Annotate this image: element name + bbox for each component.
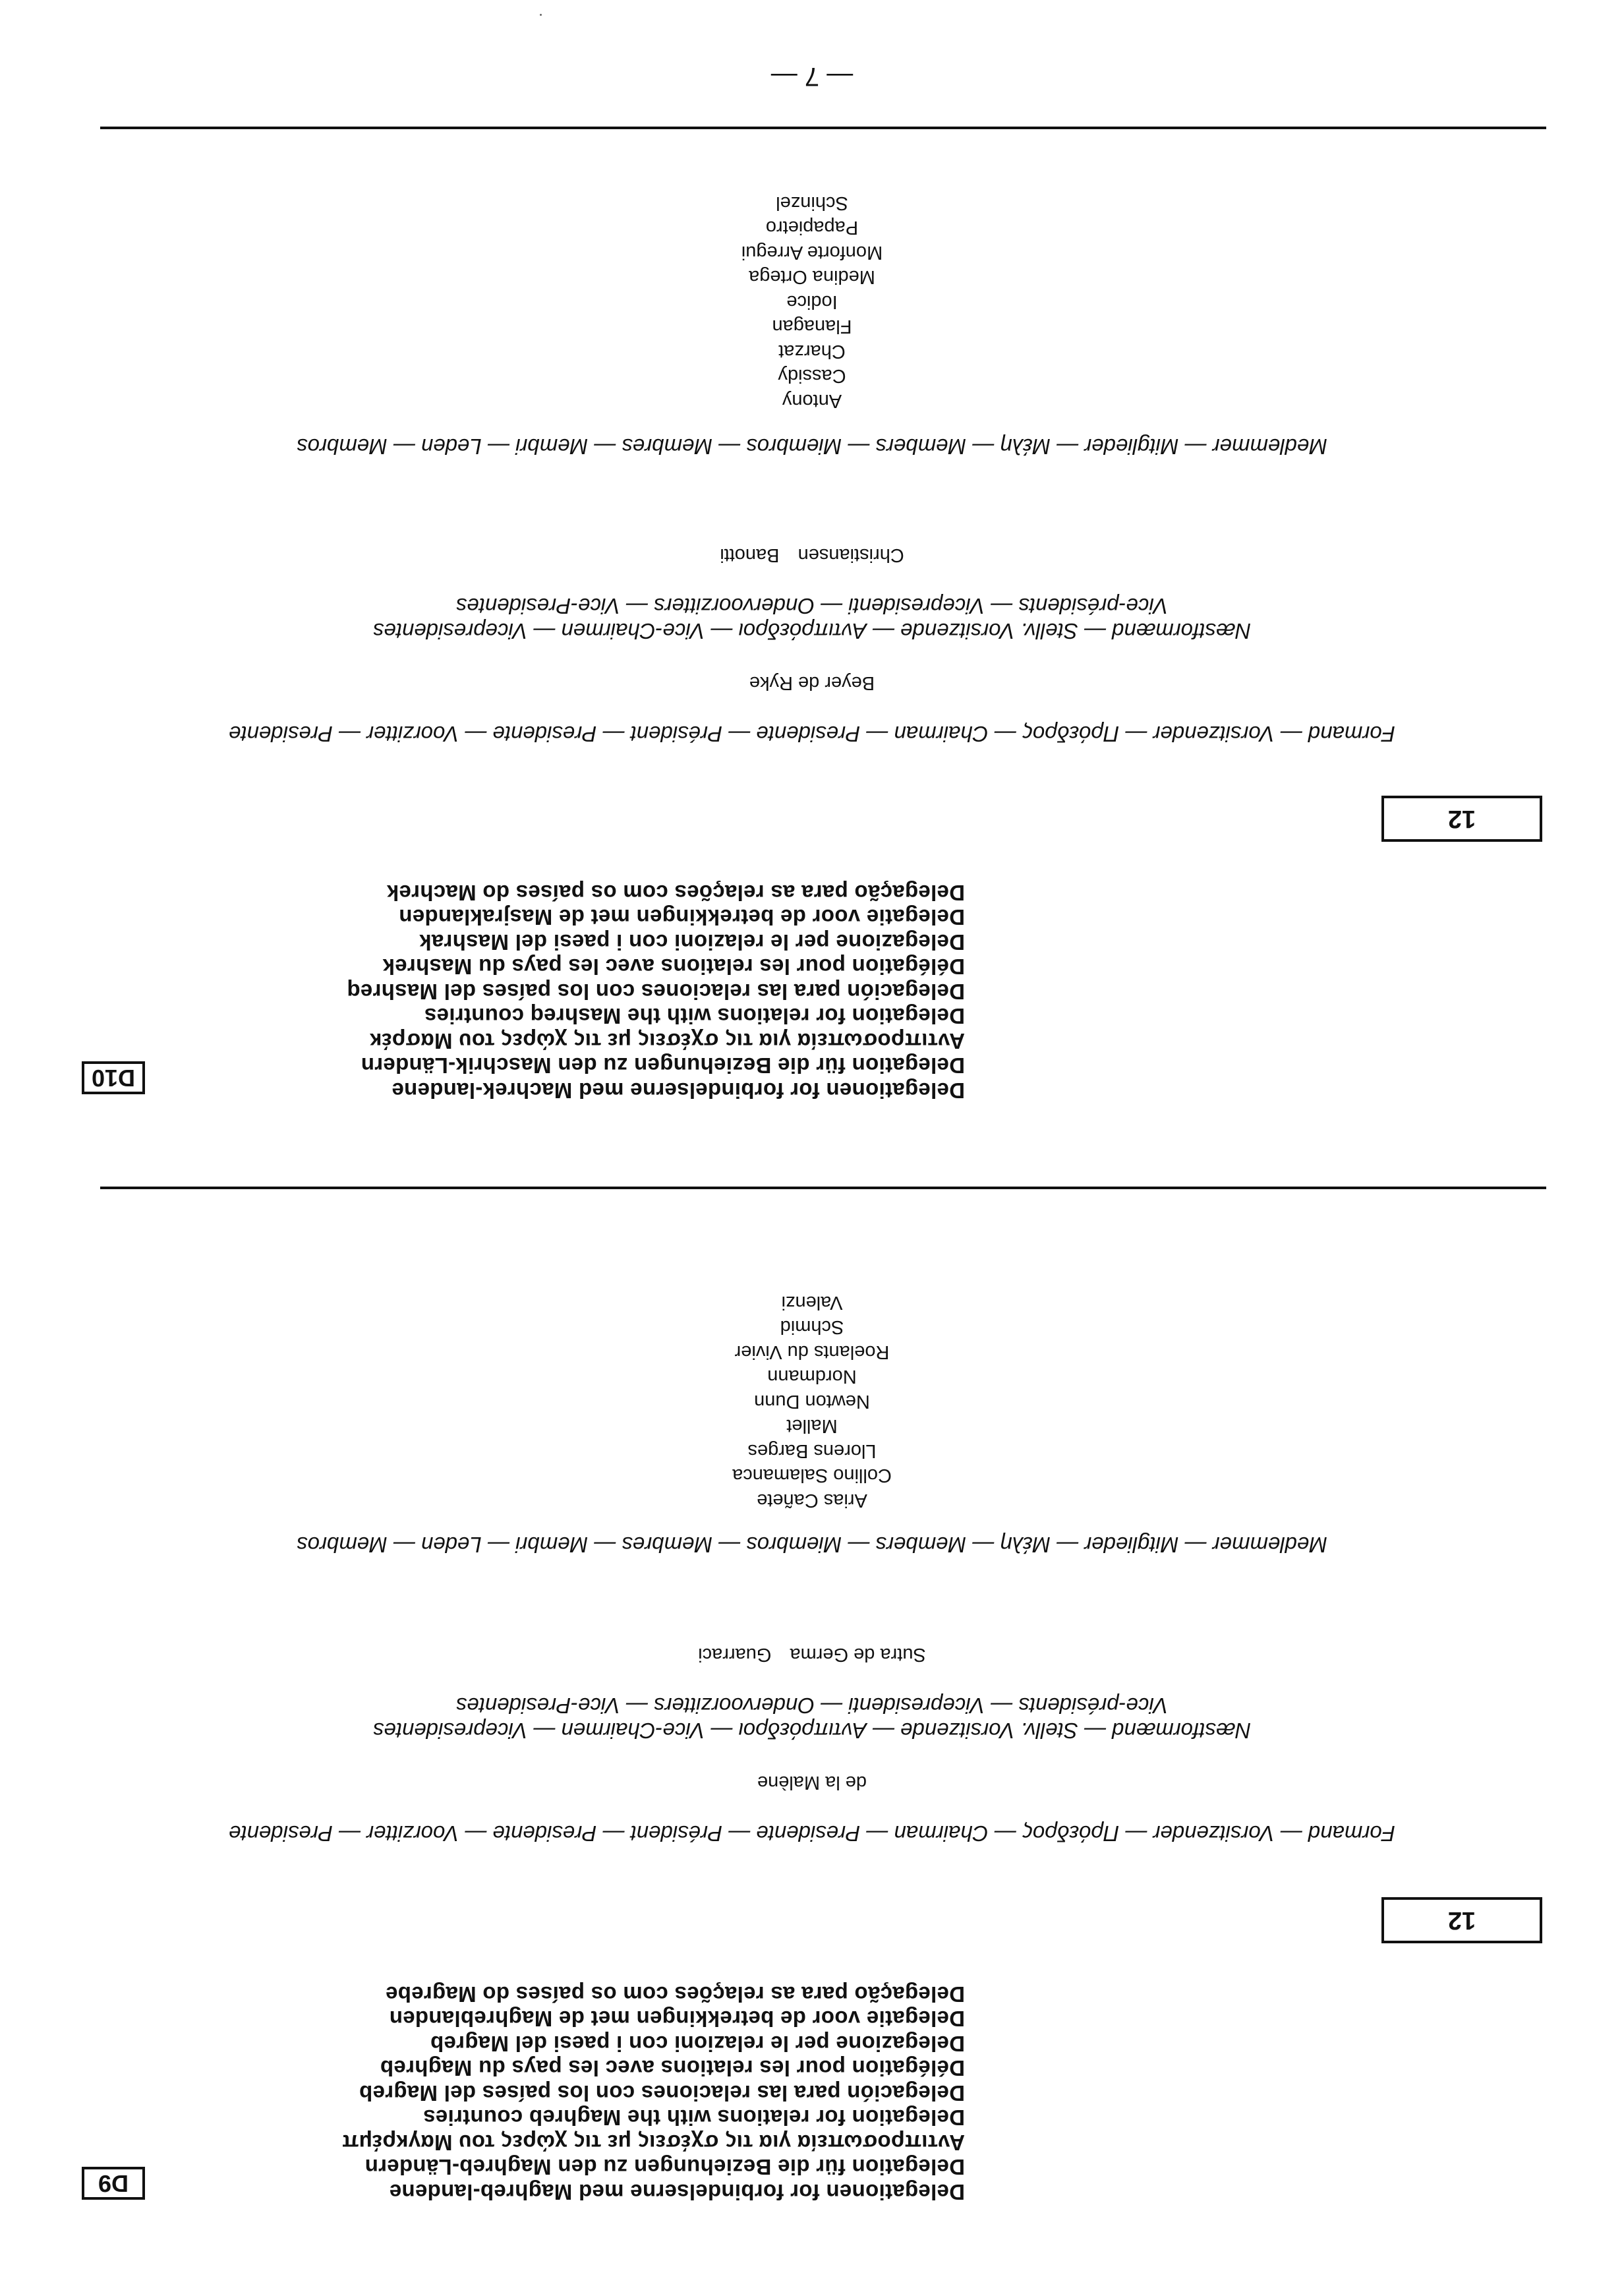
members-title-d9: Medlemmer — Mitglieder — Μέλη — Members — Miembros — Membres — Membri — Leden — Membros xyxy=(297,1533,1327,1557)
delegation-name-el: Αντιπροσωπεία για τις σχέσεις με τις χώρες του Μασρέκ xyxy=(369,1029,965,1053)
member-name: Iodice xyxy=(786,291,838,312)
member-name: Valenzi xyxy=(781,1292,843,1313)
member-name: Flanagan xyxy=(772,316,852,338)
delegation-name-de: Delegation für die Beziehungen zu den Maschrik-Ländern xyxy=(361,1053,965,1078)
delegation-name-fr: Délégation pour les relations avec les pays du Maghreb xyxy=(380,2056,965,2081)
member-name: Schmid xyxy=(780,1316,844,1338)
vice-chair-title-1-d10: Næstformænd — Stellv. Vorsitzende — Αντιπρόεδροι — Vice-Chairmen — Vicepresidentes xyxy=(372,619,1252,643)
delegation-name-es: Delegación para las relaciones con los países del Mashreq xyxy=(347,980,965,1004)
member-name: Antony xyxy=(782,390,842,411)
delegation-names-d9 xyxy=(266,1982,965,2205)
delegation-name-it: Delegazione per le relazioni con i paesi del Mashrak xyxy=(419,930,965,955)
member-name: Arias Cañete xyxy=(757,1490,867,1511)
vice-chair-name: Guarraci xyxy=(698,1644,772,1665)
member-name: Charzat xyxy=(778,341,846,362)
vice-chair-name: Christiansen xyxy=(798,544,904,566)
member-name: Papapietro xyxy=(765,217,859,239)
delegation-name-da: Delegationen for forbindelserne med Machrek-landene xyxy=(392,1078,965,1103)
scan-speck xyxy=(540,14,542,16)
delegation-name-de: Delegation für die Beziehungen zu den Maghreb-Ländern xyxy=(364,2155,965,2180)
member-count-box-d10: 12 xyxy=(1381,796,1542,842)
vice-chair-name: Banotti xyxy=(720,544,780,566)
member-name: Newton Dunn xyxy=(754,1391,870,1412)
delegation-name-fr: Délégation pour les relations avec les pays du Mashrek xyxy=(382,955,965,980)
section-divider xyxy=(100,1187,1546,1189)
member-count-box-d9: 12 xyxy=(1381,1897,1542,1943)
page-number: — 7 — xyxy=(770,62,854,91)
member-name: Schinzel xyxy=(776,192,848,214)
member-name: Medina Ortega xyxy=(749,266,875,288)
vice-chair-title-1-d9: Næstformænd — Stellv. Vorsitzende — Αντιπρόεδροι — Vice-Chairmen — Vicepresidentes xyxy=(372,1719,1252,1743)
members-title-d10: Medlemmer — Mitglieder — Μέλη — Members — Miembros — Membres — Membri — Leden — Membros xyxy=(297,434,1327,459)
vice-chair-title-2-d10: Vice-présidents — Vicepresidenti — Ondervoorzitters — Vice-Presidentes xyxy=(455,594,1169,618)
members-list-d10 xyxy=(0,191,1624,413)
section-code-d9: D9 xyxy=(82,2167,145,2200)
delegation-name-pt: Delegação para as relações com os países do Machrek xyxy=(386,881,965,905)
delegation-name-da: Delegationen for forbindelserne med Maghreb-landene xyxy=(389,2180,965,2204)
delegation-name-es: Delegación para las relaciones con los países del Magreb xyxy=(359,2081,965,2105)
delegation-name-it: Delegazione per le relazioni con i paesi del Magreb xyxy=(430,2032,965,2056)
chair-name-d9: de la Malène xyxy=(757,1772,867,1793)
members-list-d9 xyxy=(0,1290,1624,1513)
delegation-name-pt: Delegação para as relações com os países do Magrebe xyxy=(385,1982,965,2007)
member-name: Mallet xyxy=(786,1415,838,1437)
delegation-names-d10 xyxy=(266,881,965,1103)
vice-chairs-d10 xyxy=(0,543,1624,567)
delegation-name-en: Delegation for relations with the Mashreq countries xyxy=(424,1004,965,1029)
delegation-name-en: Delegation for relations with the Maghreb countries xyxy=(422,2105,965,2131)
delegation-name-nl: Delegatie voor de betrekkingen met de Maghreblanden xyxy=(389,2007,965,2032)
member-name: Nordmann xyxy=(767,1366,857,1388)
member-name: Monforte Arregui xyxy=(741,242,883,263)
vice-chair-title-2-d9: Vice-présidents — Vicepresidenti — Ondervoorzitters — Vice-Presidentes xyxy=(455,1693,1169,1718)
chair-title-d10: Formand — Vorsitzender — Πρόεδρος — Chairman — Presidente — Président — Presidente — Voorzitter — Presidente xyxy=(229,722,1395,746)
member-name: Llorens Barges xyxy=(747,1440,877,1461)
chair-name-d10: Beyer de Ryke xyxy=(749,672,875,693)
delegation-name-nl: Delegatie voor de betrekkingen met de Masjraklanden xyxy=(399,905,965,930)
chair-title-d9: Formand — Vorsitzender — Πρόεδρος — Chairman — Presidente — Président — Presidente — Voorzitter — Presidente xyxy=(229,1821,1395,1846)
member-name: Cassidy xyxy=(778,365,846,387)
member-name: Collino Salamanca xyxy=(732,1465,892,1486)
vice-chair-name: Sutra de Germa xyxy=(790,1644,926,1665)
delegation-name-el: Αντιπροσωπεία για τις σχέσεις με τις χώρες του Μαγκρέμπ xyxy=(341,2131,965,2155)
member-name: Roelants du Vivier xyxy=(734,1341,890,1363)
vice-chairs-d9 xyxy=(0,1643,1624,1666)
header-rule xyxy=(100,127,1546,129)
section-code-d10: D10 xyxy=(82,1061,145,1094)
